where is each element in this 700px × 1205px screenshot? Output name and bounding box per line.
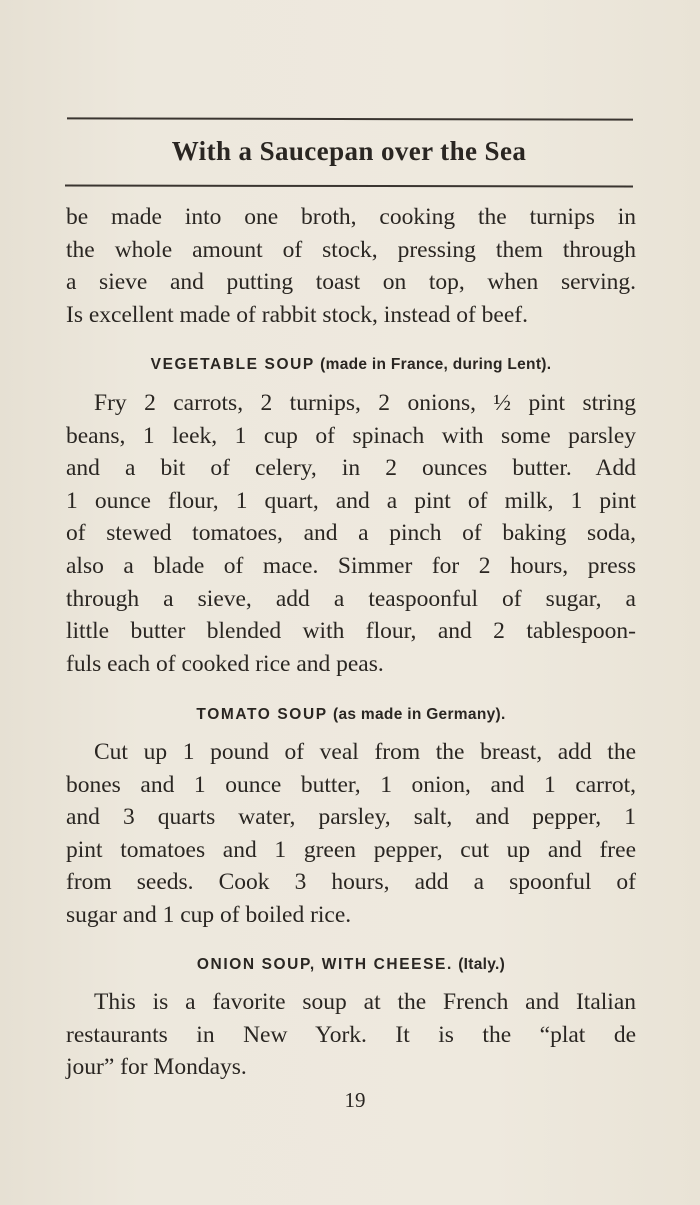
text-line: of stewed tomatoes, and a pinch of baking soda,	[66, 520, 636, 547]
recipe-note: (Italy.)	[458, 956, 506, 973]
recipe-title: ONION SOUP, WITH CHEESE.	[196, 956, 453, 973]
text-line: Is excellent made of rabbit stock, instead of beef.	[66, 301, 528, 328]
text-line: Cut up 1 pound of veal from the breast, add the	[94, 739, 636, 765]
recipe-title: TOMATO SOUP	[196, 706, 328, 723]
text-line: also a blade of mace. Simmer for 2 hours, press	[66, 552, 636, 579]
page-number: 19	[344, 1088, 366, 1112]
recipe-note: (made in France, during Lent).	[320, 356, 552, 373]
recipe-heading-onion-soup	[66, 956, 636, 974]
text-line: beans, 1 leek, 1 cup of spinach with some parsley	[66, 422, 636, 449]
text-line: jour” for Mondays.	[66, 1054, 247, 1081]
recipe-heading-vegetable-soup	[66, 356, 636, 374]
text-line: be made into one broth, cooking the turnips in	[66, 204, 636, 230]
recipe-body-onion-soup	[66, 986, 636, 1084]
recipe-body-vegetable-soup	[66, 387, 636, 680]
recipe-title: VEGETABLE SOUP	[150, 356, 315, 373]
text-line: sugar and 1 cup of boiled rice.	[66, 901, 352, 928]
recipe-body-tomato-soup	[66, 736, 636, 932]
text-line: the whole amount of stock, pressing them through	[66, 236, 636, 263]
intro-paragraph	[66, 201, 636, 331]
text-line: pint tomatoes and 1 green pepper, cut up and free	[66, 836, 636, 863]
text-line: through a sieve, add a teaspoonful of sugar, a	[66, 585, 636, 612]
text-line: fuls each of cooked rice and peas.	[66, 650, 384, 677]
text-line: bones and 1 ounce butter, 1 onion, and 1 carrot,	[66, 771, 636, 798]
text-line: and 3 quarts water, parsley, salt, and pepper, 1	[66, 804, 636, 831]
text-line: from seeds. Cook 3 hours, add a spoonful of	[66, 869, 636, 896]
text-line: Fry 2 carrots, 2 turnips, 2 onions, ½ pint string	[94, 390, 636, 416]
text-line: little butter blended with flour, and 2 tablespoon-	[66, 618, 636, 645]
running-head: With a Saucepan over the Sea	[171, 136, 527, 166]
recipe-heading-tomato-soup	[66, 706, 636, 724]
text-line: restaurants in New York. It is the “plat de	[66, 1021, 636, 1048]
text-line: This is a favorite soup at the French and Italian	[94, 989, 636, 1015]
text-line: a sieve and putting toast on top, when serving.	[66, 269, 636, 296]
text-line: and a bit of celery, in 2 ounces butter. Add	[66, 455, 636, 482]
recipe-note: (as made in Germany).	[333, 706, 506, 723]
text-line: 1 ounce flour, 1 quart, and a pint of milk, 1 pint	[66, 487, 636, 514]
